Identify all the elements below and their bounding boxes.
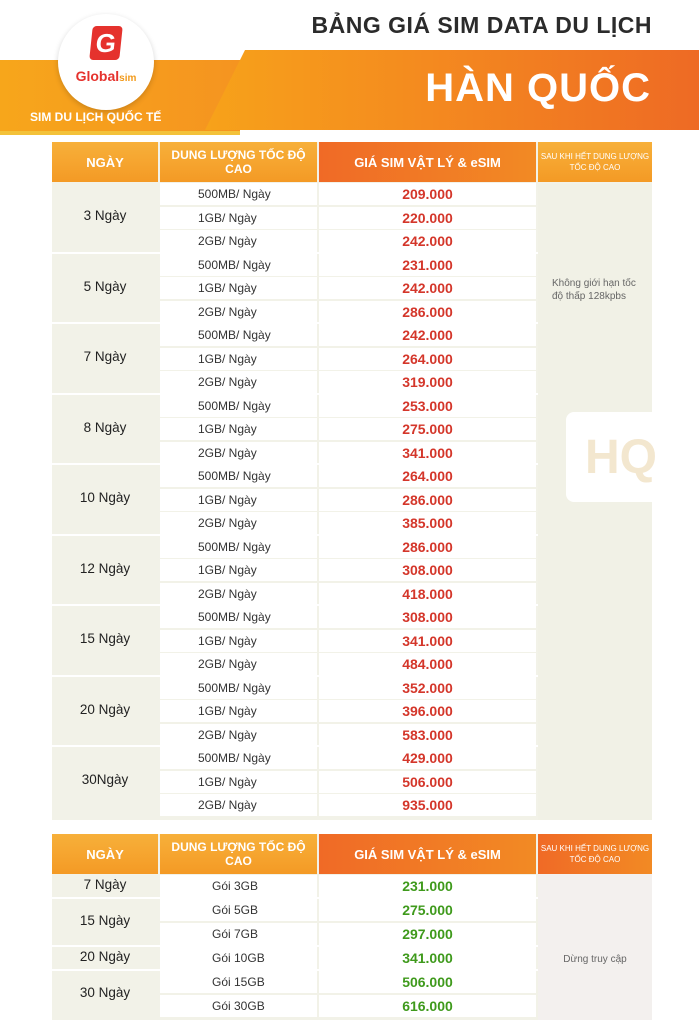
table-row — [160, 512, 536, 534]
table-row — [160, 324, 536, 346]
table-row — [160, 583, 536, 605]
day-label: 3 Ngày — [83, 208, 127, 224]
header — [0, 0, 699, 140]
capacity-cell: 1GB/ Ngày — [160, 348, 317, 370]
table-row — [160, 875, 536, 897]
price-cell: 341.000 — [319, 442, 536, 464]
day-label: 5 Ngày — [83, 278, 127, 294]
price-cell: 231.000 — [319, 254, 536, 276]
day-label: 20 Ngày — [79, 701, 131, 717]
table-row — [160, 747, 536, 769]
after-limit-note: Không giới hạn tốc độ thấp 128kpbs — [552, 278, 636, 302]
brand-logo — [58, 14, 154, 110]
price-table-daily — [52, 142, 652, 820]
price-cell: 286.000 — [319, 489, 536, 511]
capacity-cell: 500MB/ Ngày — [160, 254, 317, 276]
price-cell: 385.000 — [319, 512, 536, 534]
capacity-cell: 1GB/ Ngày — [160, 277, 317, 299]
table-row — [160, 559, 536, 581]
capacity-cell: 500MB/ Ngày — [160, 606, 317, 628]
table-row — [160, 254, 536, 276]
capacity-cell: 2GB/ Ngày — [160, 724, 317, 746]
price-table-package — [52, 834, 652, 1020]
page-title: BẢNG GIÁ SIM DATA DU LỊCH — [311, 12, 652, 38]
table-row — [160, 183, 536, 205]
price-cell: 506.000 — [319, 771, 536, 793]
capacity-cell: 500MB/ Ngày — [160, 183, 317, 205]
capacity-cell: 2GB/ Ngày — [160, 512, 317, 534]
day-label: 20 Ngày — [79, 949, 131, 964]
capacity-cell: 2GB/ Ngày — [160, 230, 317, 252]
day-label: 30 Ngày — [79, 985, 131, 1000]
col-header-price: GIÁ SIM VẬT LÝ & eSIM — [319, 834, 536, 874]
table-row — [160, 606, 536, 628]
table-row — [160, 418, 536, 440]
after-limit-cell — [538, 874, 652, 1020]
hq-watermark: HQ — [566, 412, 676, 502]
price-cell: 209.000 — [319, 183, 536, 205]
price-cell: 583.000 — [319, 724, 536, 746]
day-label: 10 Ngày — [79, 490, 131, 506]
price-cell: 341.000 — [319, 630, 536, 652]
day-label: 12 Ngày — [79, 560, 131, 576]
capacity-cell: Gói 5GB — [160, 899, 317, 921]
capacity-cell: 1GB/ Ngày — [160, 418, 317, 440]
after-limit-cell — [538, 184, 652, 820]
col-header-capacity: DUNG LƯỢNG TỐC ĐỘ CAO — [160, 834, 317, 874]
day-group — [160, 746, 536, 817]
table-row — [160, 899, 536, 921]
price-cell: 242.000 — [319, 324, 536, 346]
price-cell: 253.000 — [319, 395, 536, 417]
day-group — [160, 535, 536, 606]
col-header-day: NGÀY — [52, 834, 158, 874]
capacity-cell: 500MB/ Ngày — [160, 395, 317, 417]
table-row — [160, 630, 536, 652]
price-cell: 319.000 — [319, 371, 536, 393]
table-row — [160, 277, 536, 299]
logo-wordmark — [58, 68, 154, 84]
day-label: 8 Ngày — [83, 419, 127, 435]
table-row — [160, 677, 536, 699]
day-group — [160, 464, 536, 535]
day-label: 7 Ngày — [83, 877, 127, 892]
day-group — [160, 253, 536, 324]
capacity-cell: 500MB/ Ngày — [160, 677, 317, 699]
price-cell: 286.000 — [319, 301, 536, 323]
table-row — [160, 947, 536, 969]
col-header-after-limit: SAU KHI HẾT DUNG LƯỢNG TỐC ĐỘ CAO — [538, 834, 652, 874]
table-row — [160, 301, 536, 323]
price-cell: 308.000 — [319, 559, 536, 581]
price-cell: 429.000 — [319, 747, 536, 769]
day-group — [160, 676, 536, 747]
table-row — [160, 230, 536, 252]
col-header-after-limit: SAU KHI HẾT DUNG LƯỢNG TỐC ĐỘ CAO — [538, 142, 652, 182]
price-cell: 275.000 — [319, 418, 536, 440]
capacity-cell: 500MB/ Ngày — [160, 324, 317, 346]
capacity-cell: 1GB/ Ngày — [160, 630, 317, 652]
price-cell: 275.000 — [319, 899, 536, 921]
capacity-cell: 2GB/ Ngày — [160, 301, 317, 323]
capacity-cell: Gói 10GB — [160, 947, 317, 969]
day-group — [160, 898, 536, 946]
table-row — [160, 348, 536, 370]
day-group — [160, 323, 536, 394]
col-header-day: NGÀY — [52, 142, 158, 182]
capacity-cell: 1GB/ Ngày — [160, 700, 317, 722]
day-group — [160, 970, 536, 1018]
col-header-capacity: DUNG LƯỢNG TỐC ĐỘ CAO — [160, 142, 317, 182]
capacity-cell: 1GB/ Ngày — [160, 771, 317, 793]
price-cell: 308.000 — [319, 606, 536, 628]
price-cell: 396.000 — [319, 700, 536, 722]
price-cell: 506.000 — [319, 971, 536, 993]
capacity-cell: 1GB/ Ngày — [160, 207, 317, 229]
price-cell: 418.000 — [319, 583, 536, 605]
price-cell: 286.000 — [319, 536, 536, 558]
capacity-cell: 500MB/ Ngày — [160, 747, 317, 769]
table-row — [160, 442, 536, 464]
price-cell: 297.000 — [319, 923, 536, 945]
price-cell: 341.000 — [319, 947, 536, 969]
table-row — [160, 653, 536, 675]
price-cell: 220.000 — [319, 207, 536, 229]
capacity-cell: Gói 7GB — [160, 923, 317, 945]
price-cell: 264.000 — [319, 465, 536, 487]
price-cell: 616.000 — [319, 995, 536, 1017]
day-label: 30Ngày — [81, 772, 129, 788]
day-label: 15 Ngày — [79, 913, 131, 928]
subtitle: SIM DU LỊCH QUỐC TẾ — [30, 110, 162, 124]
day-group — [160, 394, 536, 465]
table-row — [160, 207, 536, 229]
table-row — [160, 371, 536, 393]
table-row — [160, 794, 536, 816]
table-row — [160, 489, 536, 511]
price-cell: 231.000 — [319, 875, 536, 897]
logo-g-icon: G — [89, 26, 123, 60]
capacity-cell: 500MB/ Ngày — [160, 536, 317, 558]
table-row — [160, 395, 536, 417]
col-header-price: GIÁ SIM VẬT LÝ & eSIM — [319, 142, 536, 182]
table-row — [160, 923, 536, 945]
country-title: HÀN QUỐC — [425, 66, 651, 110]
capacity-cell: 2GB/ Ngày — [160, 653, 317, 675]
capacity-cell: Gói 3GB — [160, 875, 317, 897]
logo-word: Global — [75, 68, 120, 84]
capacity-cell: Gói 15GB — [160, 971, 317, 993]
capacity-cell: 2GB/ Ngày — [160, 794, 317, 816]
day-group — [160, 182, 536, 253]
capacity-cell: 1GB/ Ngày — [160, 559, 317, 581]
price-cell: 352.000 — [319, 677, 536, 699]
day-label: 15 Ngày — [79, 631, 131, 647]
table-row — [160, 700, 536, 722]
table-row — [160, 771, 536, 793]
day-group — [160, 946, 536, 970]
price-cell: 935.000 — [319, 794, 536, 816]
day-label: 7 Ngày — [83, 349, 127, 365]
price-cell: 242.000 — [319, 277, 536, 299]
price-cell: 484.000 — [319, 653, 536, 675]
table-row — [160, 536, 536, 558]
capacity-cell: 2GB/ Ngày — [160, 583, 317, 605]
table-row — [160, 971, 536, 993]
table-row — [160, 724, 536, 746]
table-row — [160, 465, 536, 487]
capacity-cell: 2GB/ Ngày — [160, 442, 317, 464]
capacity-cell: 500MB/ Ngày — [160, 465, 317, 487]
capacity-cell: 2GB/ Ngày — [160, 371, 317, 393]
logo-word-suffix: sim — [119, 73, 137, 84]
after-limit-note: Dừng truy cập — [563, 954, 627, 965]
day-group — [160, 605, 536, 676]
table-row — [160, 995, 536, 1017]
capacity-cell: 1GB/ Ngày — [160, 489, 317, 511]
capacity-cell: Gói 30GB — [160, 995, 317, 1017]
price-cell: 264.000 — [319, 348, 536, 370]
price-cell: 242.000 — [319, 230, 536, 252]
day-group — [160, 874, 536, 898]
